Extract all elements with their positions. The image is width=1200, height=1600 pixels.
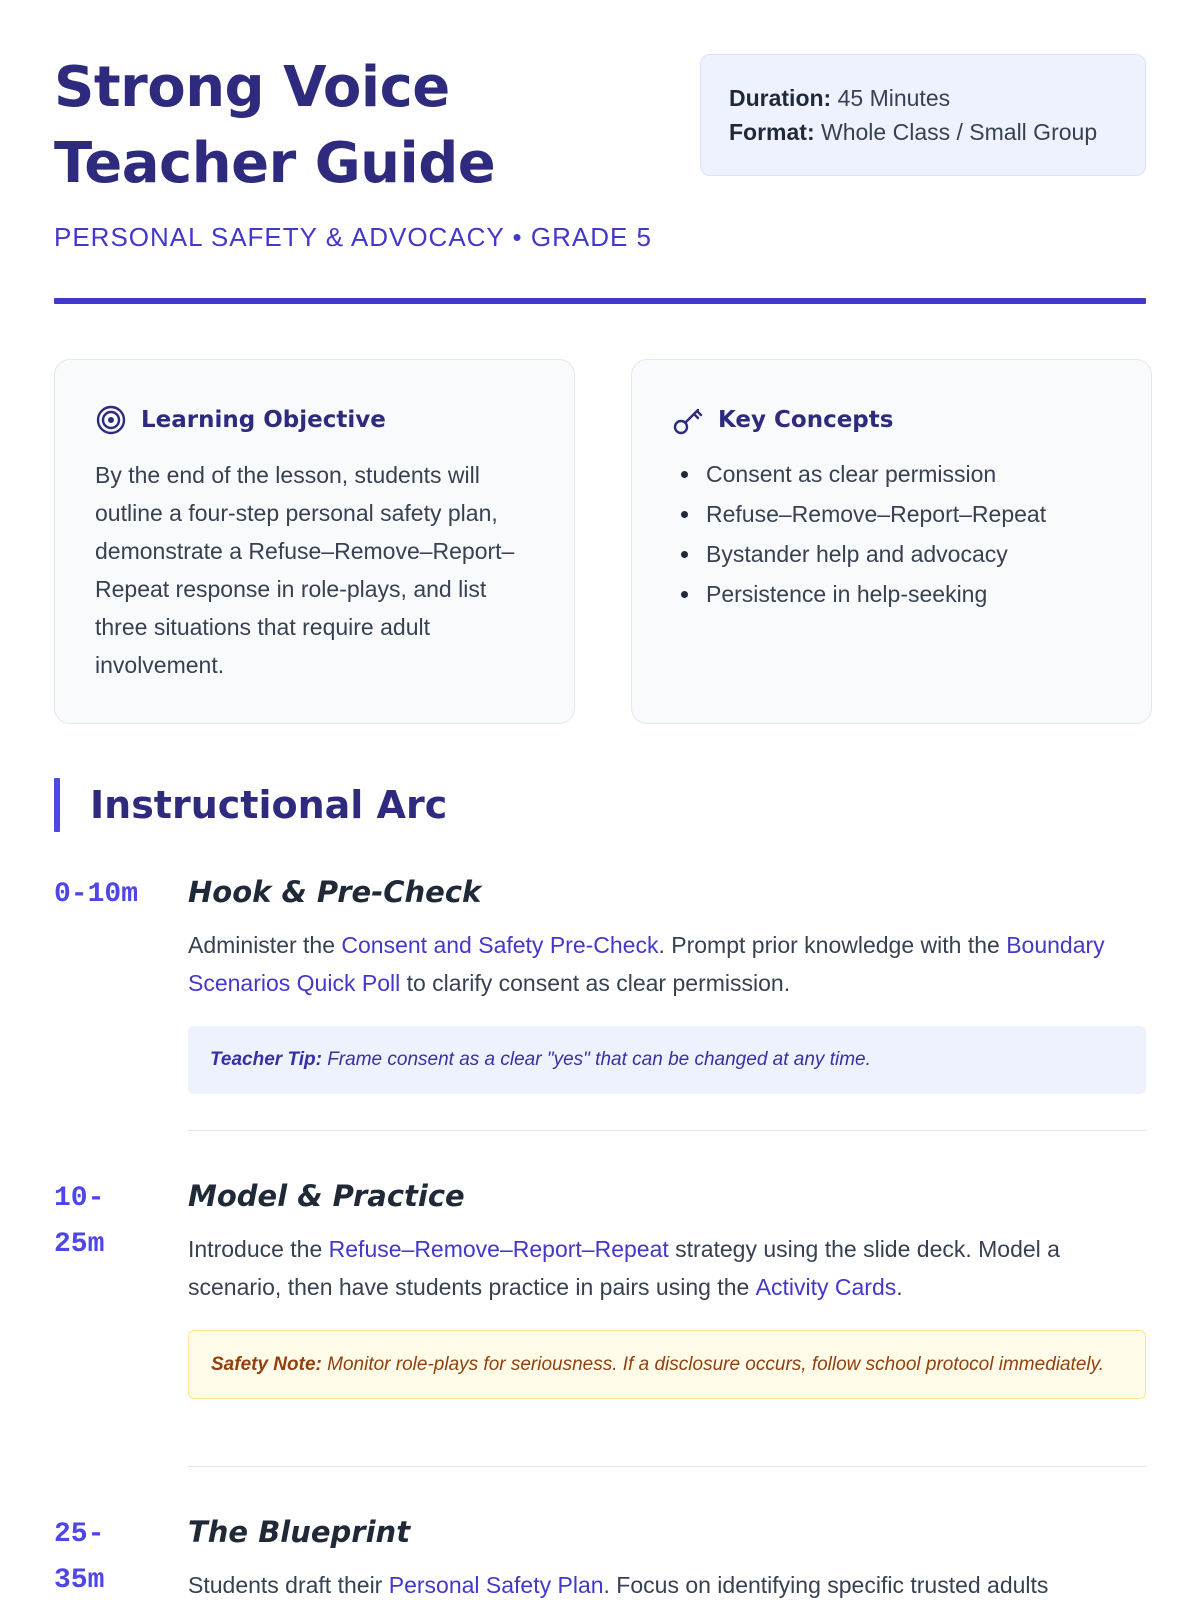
text-fragment: strategy using the slide deck. Model a scenario, then have students practice in pairs using the	[188, 1236, 1060, 1300]
key-concepts-title: Key Concepts	[718, 407, 894, 433]
step-title: Hook & Pre-Check	[188, 875, 482, 909]
step-text	[188, 1566, 1146, 1600]
page-header	[54, 50, 1146, 310]
section-title: Instructional Arc	[90, 783, 448, 827]
key-concepts-list	[672, 454, 1111, 614]
safety-note-callout	[188, 1330, 1146, 1399]
step-title: Model & Practice	[188, 1179, 465, 1213]
step-time: 0-10m	[54, 879, 139, 910]
learning-objective-title: Learning Objective	[141, 407, 386, 433]
key-icon	[672, 404, 704, 436]
section-accent-bar	[54, 778, 60, 832]
duration-row	[729, 81, 1117, 115]
key-concepts-card	[631, 359, 1152, 724]
instructional-arc-heading	[54, 778, 447, 832]
duration-label: Duration:	[729, 85, 832, 111]
step-title: The Blueprint	[188, 1515, 411, 1549]
boundary-poll-link[interactable]: Boundary Scenarios Quick Poll	[188, 932, 1105, 996]
text-fragment: . Prompt prior knowledge with the	[658, 932, 1007, 958]
step-divider	[188, 1466, 1146, 1467]
text-fragment: . Focus on identifying specific trusted adults	[603, 1572, 1049, 1598]
text-fragment: Students draft their	[188, 1572, 389, 1598]
step-body	[188, 872, 1146, 1094]
list-item: Refuse–Remove–Report–Repeat	[672, 494, 1111, 534]
text-fragment: .	[896, 1274, 903, 1300]
key-concepts-header	[672, 400, 1111, 440]
callout-text: Monitor role-plays for seriousness. If a disclosure occurs, follow school protocol immediately.	[321, 1354, 1104, 1375]
page-subtitle: PERSONAL SAFETY & ADVOCACY • GRADE 5	[54, 222, 653, 252]
step-time: 25-35m	[54, 1519, 105, 1596]
text-fragment: to clarify consent as clear permission.	[400, 970, 791, 996]
callout-label: Teacher Tip:	[210, 1049, 322, 1070]
learning-objective-text: By the end of the lesson, students will outline a four-step personal safety plan, demonstrate a Refuse–Remove–Report–Repeat response in role-plays, and list three situations that require adult involvement.	[95, 462, 515, 678]
duration-value: 45 Minutes	[837, 85, 951, 111]
target-icon	[95, 404, 127, 436]
title-line-2: Teacher Guide	[54, 131, 496, 196]
personal-safety-plan-link[interactable]: Personal Safety Plan	[388, 1572, 604, 1598]
consent-precheck-link[interactable]: Consent and Safety Pre-Check	[341, 932, 659, 958]
title-line-1: Strong Voice	[54, 55, 450, 120]
header-divider	[54, 298, 1146, 304]
text-fragment: Introduce the	[188, 1236, 329, 1262]
refuse-remove-report-repeat-link[interactable]: Refuse–Remove–Report–Repeat	[328, 1236, 669, 1262]
text-fragment: Administer the	[188, 932, 342, 958]
callout-text: Frame consent as a clear "yes" that can be changed at any time.	[321, 1049, 871, 1070]
format-value: Whole Class / Small Group	[821, 119, 1098, 145]
step-time: 10-25m	[54, 1183, 105, 1260]
list-item: Bystander help and advocacy	[672, 534, 1111, 574]
activity-cards-link[interactable]: Activity Cards	[755, 1274, 897, 1300]
step-text	[188, 1230, 1146, 1306]
list-item: Persistence in help-seeking	[672, 574, 1111, 614]
lesson-meta-box	[700, 54, 1146, 176]
list-item: Consent as clear permission	[672, 454, 1111, 494]
callout-label: Safety Note:	[211, 1354, 322, 1375]
step-body	[188, 1176, 1146, 1399]
step-divider	[188, 1130, 1146, 1131]
step-text	[188, 926, 1146, 1002]
teacher-tip-callout	[188, 1026, 1146, 1094]
learning-objective-header	[95, 400, 534, 440]
learning-objective-card	[54, 359, 575, 724]
format-label: Format:	[729, 119, 815, 145]
step-body	[188, 1512, 1146, 1600]
format-row	[729, 115, 1117, 149]
